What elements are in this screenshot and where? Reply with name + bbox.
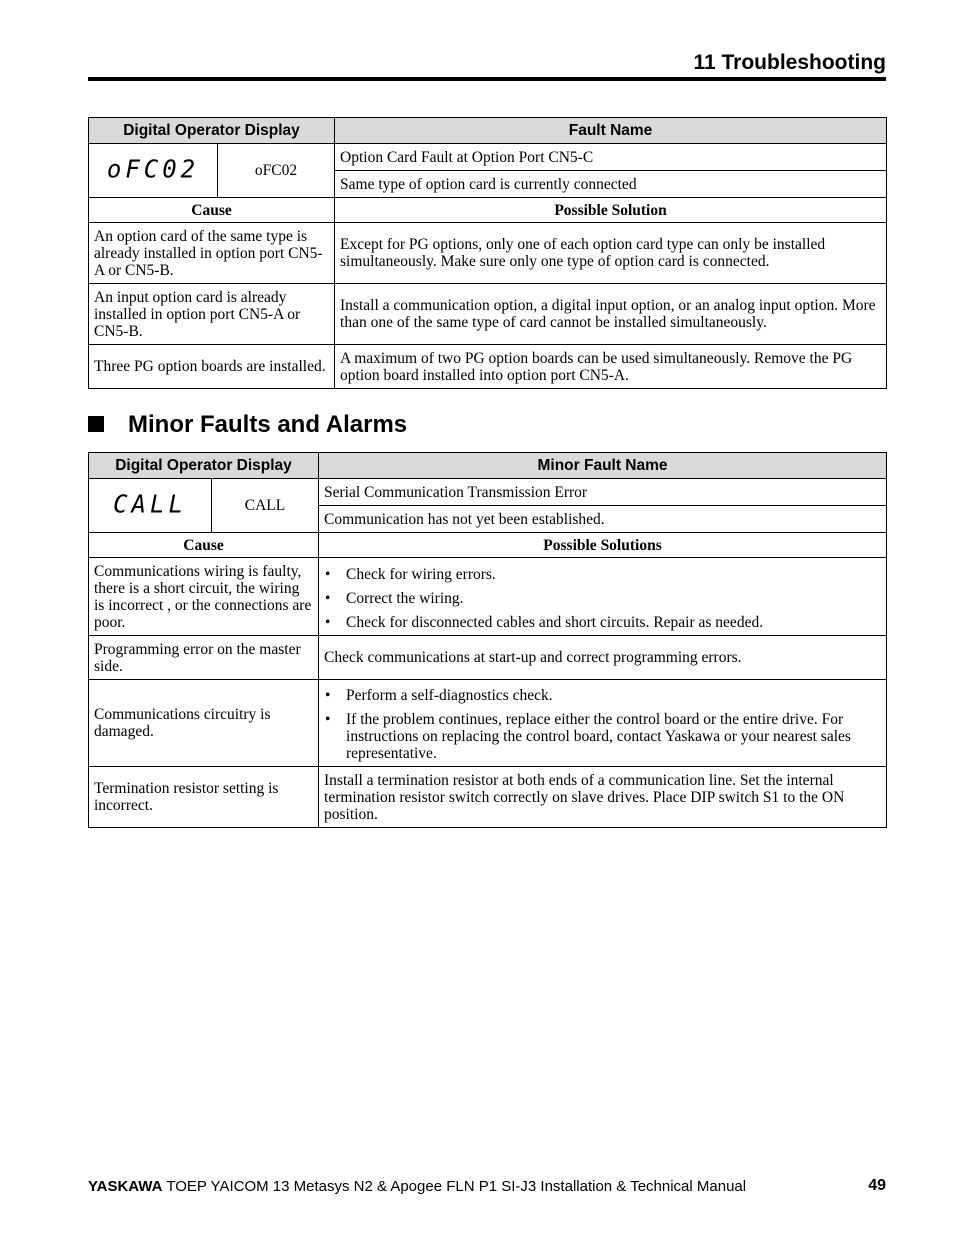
footer-brand: YASKAWA xyxy=(88,1178,163,1195)
fault-description: Same type of option card is currently connected xyxy=(335,171,887,198)
cause-cell: Communications circuitry is damaged. xyxy=(89,680,319,767)
cause-cell: Programming error on the master side. xyxy=(89,636,319,680)
col-header-solution: Possible Solution xyxy=(335,198,887,223)
col-header-cause: Cause xyxy=(89,533,319,558)
col-header-solutions: Possible Solutions xyxy=(319,533,887,558)
col-header-display: Digital Operator Display xyxy=(89,118,335,144)
solution-cell: Except for PG options, only one of each option card type can only be installed simultaneously. Make sure only one type of option card is connected. xyxy=(335,223,887,284)
col-header-fault-name: Fault Name xyxy=(335,118,887,144)
minor-fault-table-call xyxy=(88,452,887,828)
solution-bullet: • Perform a self-diagnostics check. xyxy=(324,687,881,704)
fault-name: Serial Communication Transmission Error xyxy=(319,479,887,506)
operator-display-symbol: oFC02 xyxy=(89,144,218,198)
page-number: 49 xyxy=(868,1177,886,1194)
solution-cell: A maximum of two PG option boards can be used simultaneously. Remove the PG option board installed into option port CN5-A. xyxy=(335,345,887,389)
section-heading xyxy=(88,411,407,439)
cause-cell: An option card of the same type is already installed in option port CN5-A or CN5-B. xyxy=(89,223,335,284)
cause-cell: Three PG option boards are installed. xyxy=(89,345,335,389)
solution-cell xyxy=(319,558,887,636)
cause-cell: Termination resistor setting is incorrect. xyxy=(89,767,319,828)
solution-bullet: • Check for wiring errors. xyxy=(324,566,881,583)
footer-title: TOEP YAICOM 13 Metasys N2 & Apogee FLN P1 SI-J3 Installation & Technical Manual xyxy=(162,1178,747,1195)
solution-cell: Install a termination resistor at both ends of a communication line. Set the internal termination resistor switch correctly on slave drives. Place DIP switch S1 to the ON position. xyxy=(319,767,887,828)
header-rule xyxy=(88,77,886,81)
fault-table-ofc02 xyxy=(88,117,887,389)
cause-cell: Communications wiring is faulty, there is a short circuit, the wiring is incorrect , or the connections are poor. xyxy=(89,558,319,636)
section-title: Minor Faults and Alarms xyxy=(128,411,408,438)
fault-name: Option Card Fault at Option Port CN5-C xyxy=(335,144,887,171)
fault-description: Communication has not yet been established. xyxy=(319,506,887,533)
chapter-title: 11 Troubleshooting xyxy=(693,51,886,74)
solution-cell: Check communications at start-up and correct programming errors. xyxy=(319,636,887,680)
col-header-minor-fault-name: Minor Fault Name xyxy=(319,453,887,479)
operator-display-symbol: CALL xyxy=(89,479,212,533)
solution-cell xyxy=(319,680,887,767)
solution-bullet: • Check for disconnected cables and short circuits. Repair as needed. xyxy=(324,614,881,631)
solution-bullet: • Correct the wiring. xyxy=(324,590,881,607)
section-bullet-icon xyxy=(88,416,104,432)
solution-cell: Install a communication option, a digital input option, or an analog input option. More than one of the same type of card cannot be installed simultaneously. xyxy=(335,284,887,345)
fault-code: CALL xyxy=(212,479,319,533)
solution-bullet: • If the problem continues, replace either the control board or the entire drive. For instructions on replacing the control board, contact Yaskawa or your nearest sales representative. xyxy=(324,711,881,762)
footer-manual-title xyxy=(88,1178,746,1195)
fault-code: oFC02 xyxy=(218,144,335,198)
cause-cell: An input option card is already installed in option port CN5-A or CN5-B. xyxy=(89,284,335,345)
col-header-cause: Cause xyxy=(89,198,335,223)
col-header-display: Digital Operator Display xyxy=(89,453,319,479)
